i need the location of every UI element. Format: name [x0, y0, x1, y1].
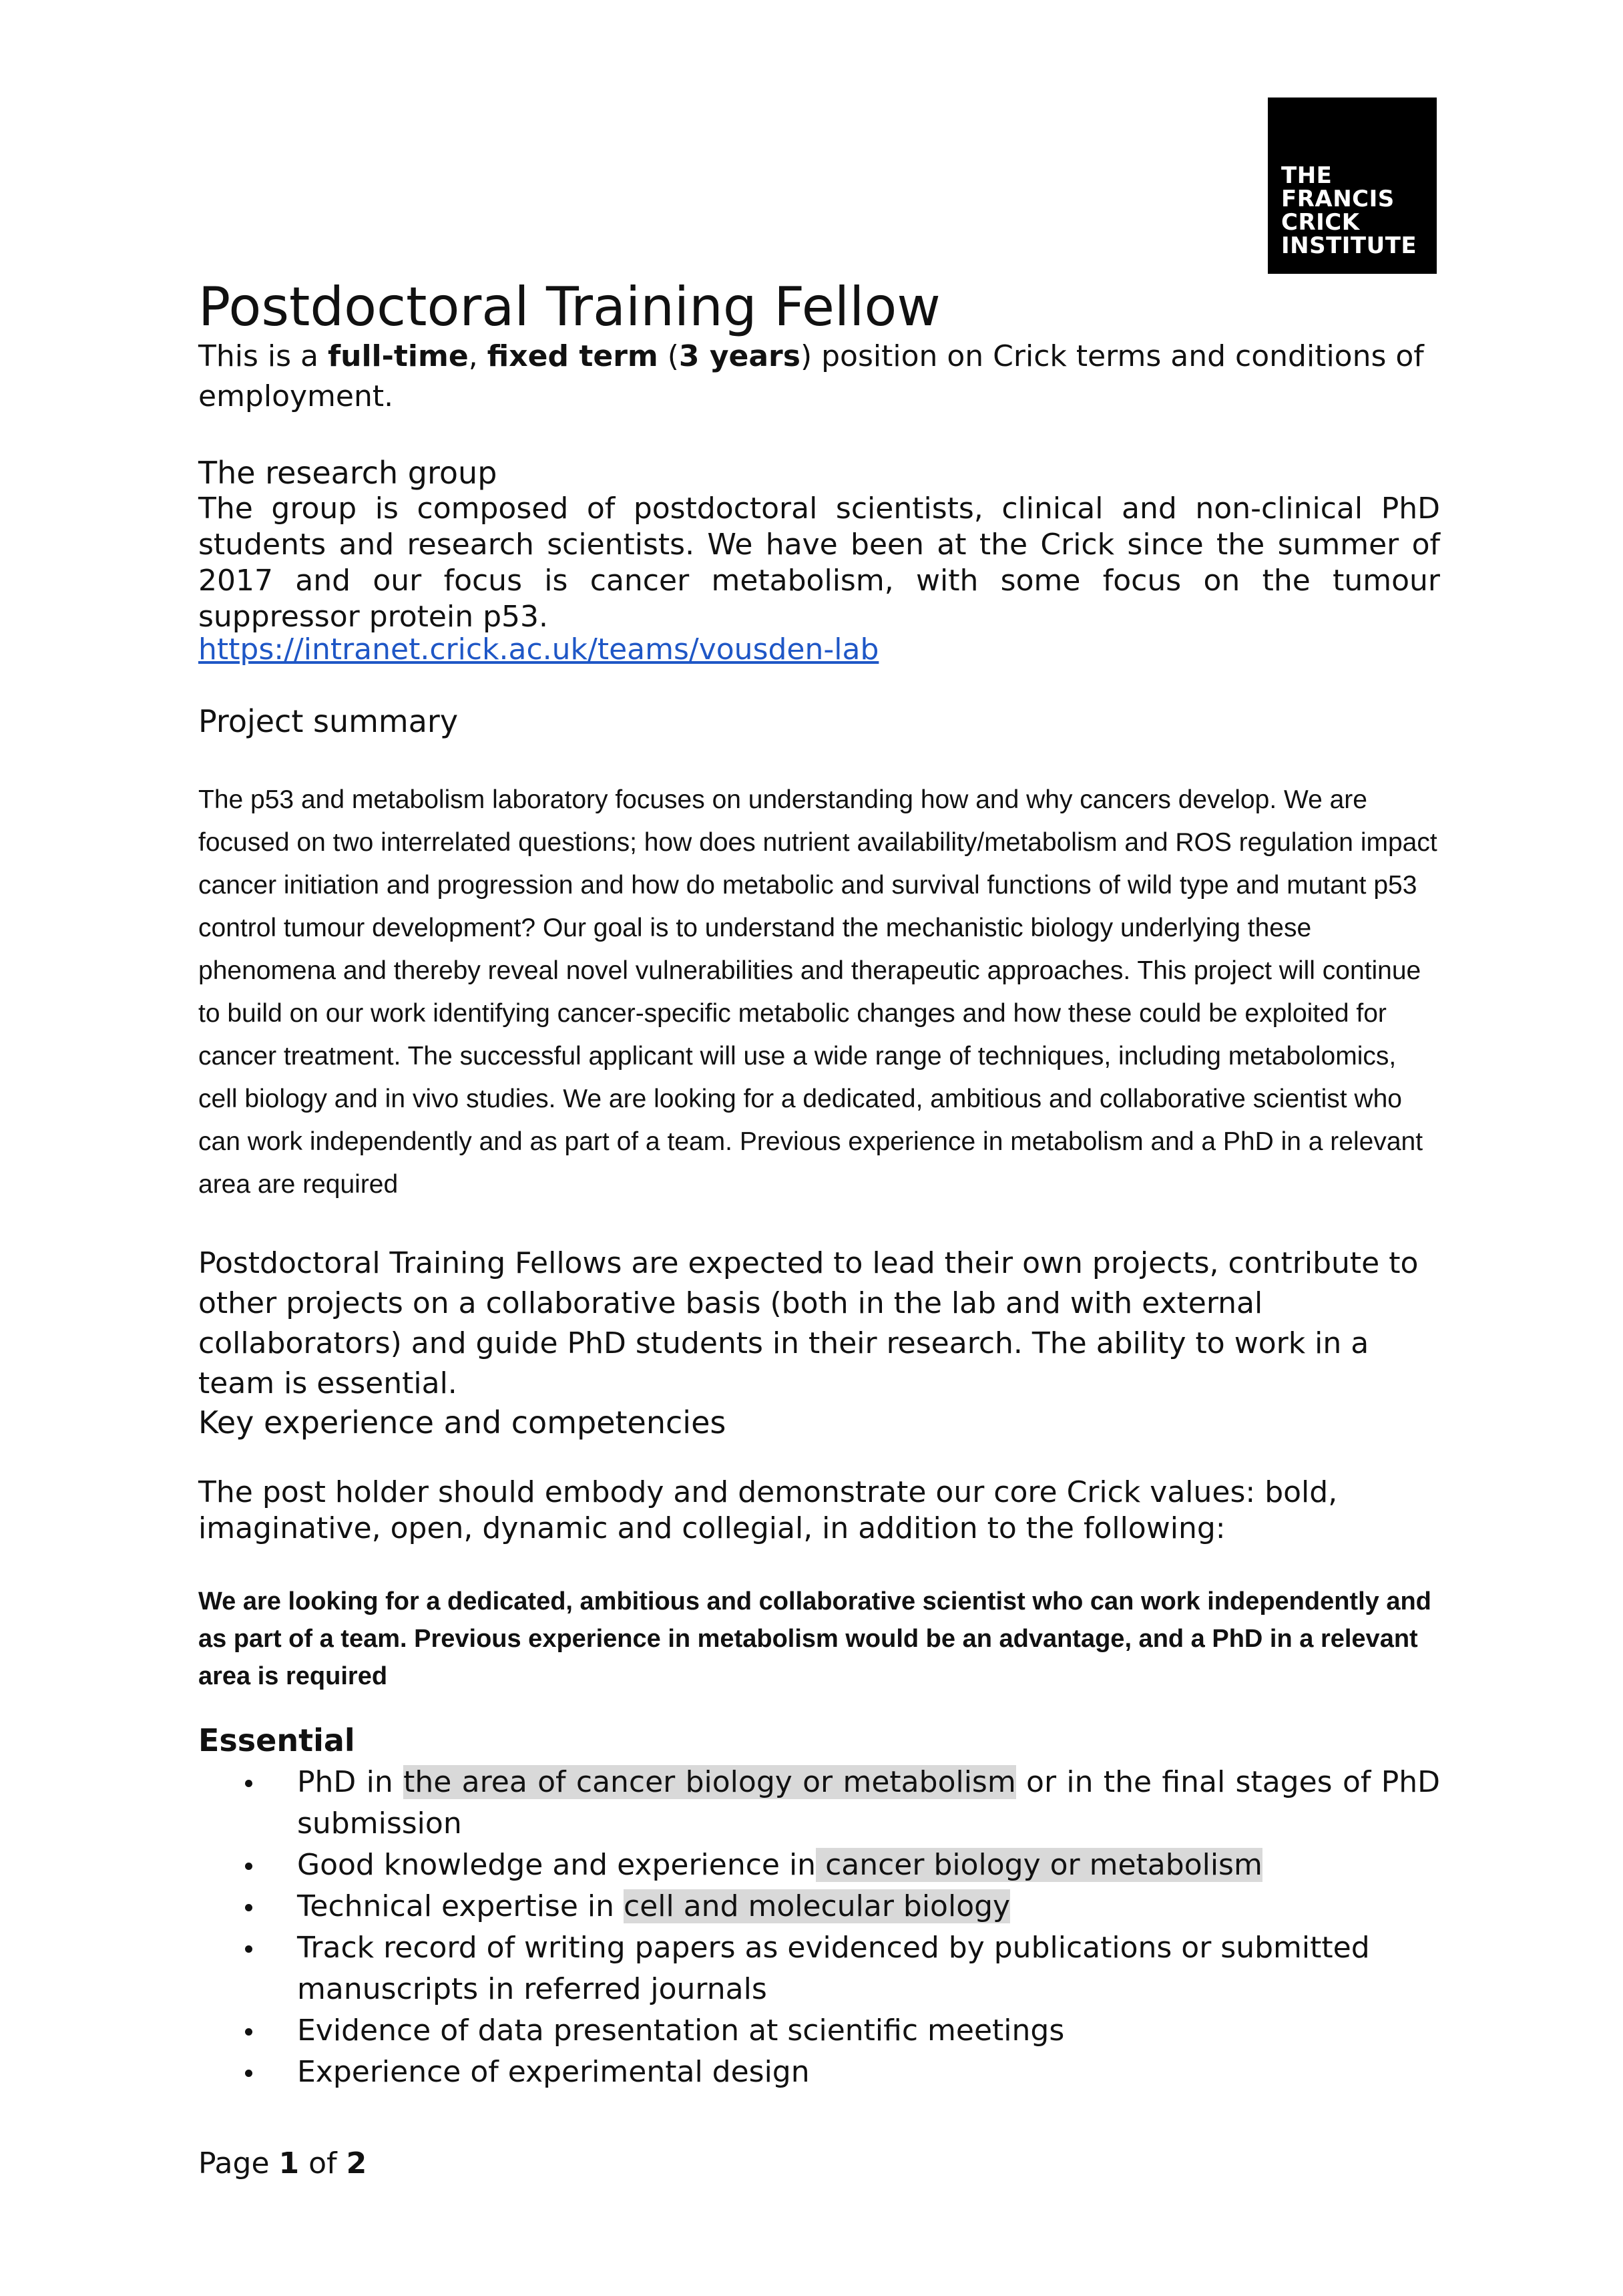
item-highlight: cancer biology or metabolism [816, 1848, 1262, 1882]
bullet-icon [245, 1945, 252, 1953]
list-item [198, 2010, 1440, 2052]
list-item [198, 1762, 1440, 1845]
essential-list [198, 1762, 1440, 2093]
item-text: Track record of writing papers as evidenced by publications or submitted manuscripts in referred journals [297, 1931, 1370, 2006]
footer-current-page: 1 [278, 2146, 300, 2180]
list-item [198, 1845, 1440, 1886]
list-item [198, 2052, 1440, 2093]
logo-line: THE [1281, 162, 1333, 189]
item-text: PhD in [297, 1765, 404, 1799]
key-experience-intro: The post holder should embody and demonstrate our core Crick values: bold, imaginative, open, dynamic and collegial, in addition to the following: [198, 1475, 1338, 1545]
essential-heading: Essential [198, 1722, 355, 1758]
bullet-icon [245, 1780, 252, 1787]
position-subtitle [198, 337, 1440, 417]
item-text-end: or in the final stages of PhD submission [297, 1765, 1441, 1841]
item-text: Good knowledge and experience in [297, 1848, 817, 1882]
footer-total-pages: 2 [346, 2146, 367, 2180]
key-experience-heading: Key experience and competencies [198, 1404, 726, 1441]
research-group-heading: The research group [198, 455, 497, 491]
subtitle-prefix: This is a [198, 339, 328, 373]
subtitle-space: ( [658, 339, 679, 373]
list-item [198, 1886, 1440, 1927]
subtitle-fixedterm: fixed term [487, 339, 658, 373]
page-title: Postdoctoral Training Fellow [198, 276, 941, 338]
bullet-icon [245, 1904, 252, 1911]
item-text: Evidence of data presentation at scientific meetings [297, 2014, 1065, 2048]
page-footer [198, 2145, 367, 2182]
bullet-icon [245, 2028, 252, 2036]
fellows-paragraph: Postdoctoral Training Fellows are expected to lead their own projects, contribute to other projects on a collaborative basis (both in the lab and with external collaborators) and guide PhD students in their research. The ability to work in a team is essential. [198, 1246, 1419, 1400]
research-group-body: The group is composed of postdoctoral scientists, clinical and non-clinical PhD students and research scientists. We have been at the Crick since the summer of 2017 and our focus is cancer metabolism, with some focus on the tumour suppressor protein p53. [198, 492, 1440, 634]
project-summary-body: The p53 and metabolism laboratory focuses on understanding how and why cancers develop. We are focused on two interrelated questions; how does nutrient availability/metabolism and ROS regulation impact cancer initiation and progression and how do metabolic and survival functions of wild type and mutant p53 control tumour development? Our goal is to understand the mechanistic biology underlying these phenomena and thereby reveal novel vulnerabilities and therapeutic approaches. This project will continue to build on our work identifying cancer-specific metabolic changes and how these could be exploited for cancer treatment. The successful applicant will use a wide range of techniques, including metabolomics, cell biology and in vivo studies. We are looking for a dedicated, ambitious and collaborative scientist who can work independently and as part of a team. Previous experience in metabolism and a PhD in a relevant area are required [198, 785, 1437, 1199]
footer-page-word: Page [198, 2146, 270, 2180]
lab-link[interactable]: https://intranet.crick.ac.uk/teams/vousden-lab [198, 632, 879, 666]
requirements-bold-paragraph: We are looking for a dedicated, ambitious and collaborative scientist who can work independently and as part of a team. Previous experience in metabolism would be an advantage, and a PhD in a relevant area is required [198, 1587, 1431, 1690]
item-text: Technical expertise in [297, 1889, 624, 1923]
subtitle-years: 3 years [678, 339, 800, 373]
subtitle-comma: , [468, 339, 487, 373]
footer-of-word: of [308, 2146, 337, 2180]
bullet-icon [245, 2070, 252, 2077]
crick-logo [1268, 98, 1437, 274]
project-summary-heading: Project summary [198, 703, 459, 739]
item-highlight: cell and molecular biology [624, 1889, 1011, 1923]
bullet-icon [245, 1863, 252, 1870]
logo-line: INSTITUTE [1281, 232, 1417, 259]
list-item [198, 1927, 1440, 2010]
item-text: Experience of experimental design [297, 2055, 810, 2089]
logo-line: FRANCIS [1281, 186, 1395, 212]
subtitle-fulltime: full-time [327, 339, 469, 373]
item-highlight: the area of cancer biology or metabolism [403, 1765, 1016, 1799]
logo-line: CRICK [1281, 209, 1360, 236]
subtitle-suffix: ) position on Crick terms and conditions of employment. [198, 339, 1424, 413]
